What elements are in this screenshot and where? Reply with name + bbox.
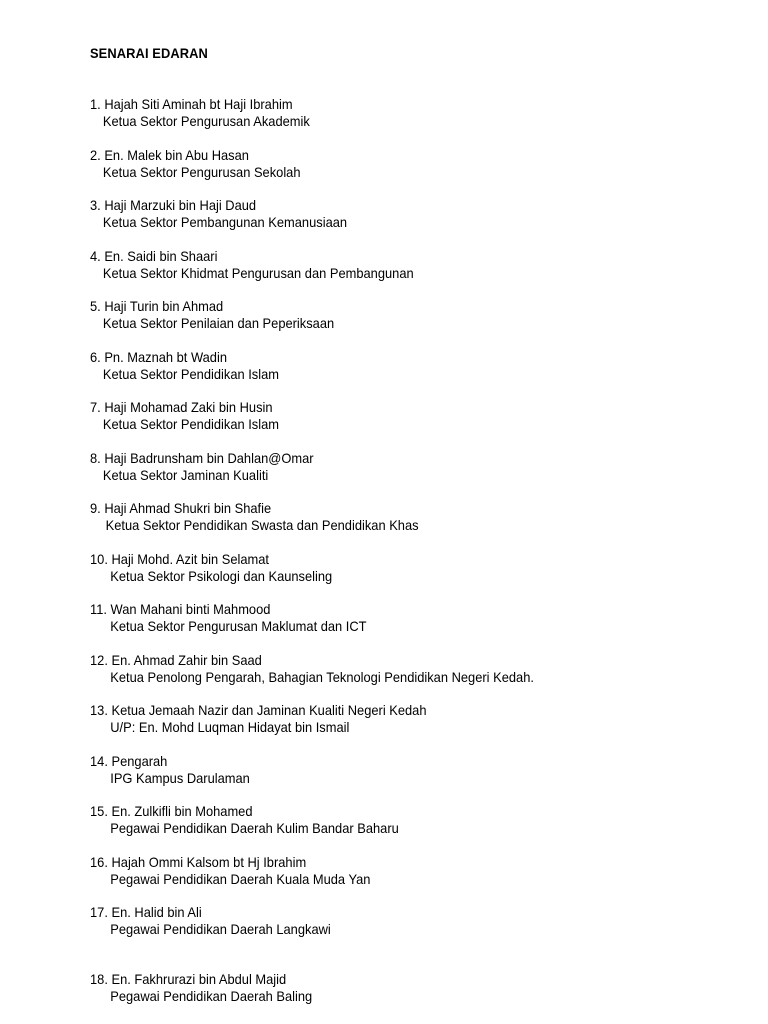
list-item: [90, 702, 427, 736]
entry-role: Ketua Sektor Jaminan Kualiti: [102, 467, 269, 483]
entry-name: 18. En. Fakhrurazi bin Abdul Majid: [90, 971, 287, 987]
entry-name: 7. Haji Mohamad Zaki bin Husin: [90, 399, 273, 415]
entry-role: Ketua Sektor Pengurusan Sekolah: [102, 164, 301, 180]
entry-name: 5. Haji Turin bin Ahmad: [90, 298, 224, 314]
list-item: [90, 500, 419, 534]
list-item: [90, 551, 332, 585]
entry-role: Ketua Sektor Pendidikan Swasta dan Pendidikan Khas: [105, 517, 419, 533]
entry-name: 12. En. Ahmad Zahir bin Saad: [90, 652, 262, 668]
entry-role: Ketua Sektor Khidmat Pengurusan dan Pembangunan: [102, 265, 414, 281]
entry-name: 11. Wan Mahani binti Mahmood: [90, 601, 271, 617]
entry-name: 13. Ketua Jemaah Nazir dan Jaminan Kualiti Negeri Kedah: [90, 702, 427, 718]
entry-name: 14. Pengarah: [90, 753, 168, 769]
entry-name: 15. En. Zulkifli bin Mohamed: [90, 803, 253, 819]
entry-role: Ketua Sektor Pendidikan Islam: [102, 416, 280, 432]
list-item: [90, 248, 414, 282]
entry-role: Ketua Sektor Pendidikan Islam: [102, 366, 280, 382]
list-item: [90, 652, 534, 686]
list-item: [90, 601, 367, 635]
list-item: [90, 349, 279, 383]
entry-role: Ketua Sektor Penilaian dan Peperiksaan: [102, 315, 335, 331]
list-item: [90, 753, 250, 787]
list-item: [90, 298, 334, 332]
list-item: [90, 399, 279, 433]
list-item: [90, 904, 331, 938]
entry-name: 17. En. Halid bin Ali: [90, 904, 202, 920]
list-item: [90, 971, 312, 1005]
entry-name: 4. En. Saidi bin Shaari: [90, 248, 218, 264]
entry-role: Ketua Penolong Pengarah, Bahagian Teknologi Pendidikan Negeri Kedah.: [110, 669, 534, 685]
entry-name: 10. Haji Mohd. Azit bin Selamat: [90, 551, 269, 567]
entry-name: 16. Hajah Ommi Kalsom bt Hj Ibrahim: [90, 854, 307, 870]
entry-role: Pegawai Pendidikan Daerah Kuala Muda Yan: [110, 871, 371, 887]
entry-role: Pegawai Pendidikan Daerah Langkawi: [110, 921, 331, 937]
list-item: [90, 96, 310, 130]
entry-role: U/P: En. Mohd Luqman Hidayat bin Ismail: [110, 719, 350, 735]
list-item: [90, 803, 399, 837]
entry-name: 1. Hajah Siti Aminah bt Haji Ibrahim: [90, 96, 293, 112]
entry-role: Pegawai Pendidikan Daerah Baling: [110, 988, 313, 1004]
entry-role: Pegawai Pendidikan Daerah Kulim Bandar Baharu: [110, 820, 399, 836]
list-item: [90, 854, 370, 888]
entry-name: 2. En. Malek bin Abu Hasan: [90, 147, 249, 163]
entry-role: Ketua Sektor Psikologi dan Kaunseling: [110, 568, 333, 584]
list-item: [90, 450, 314, 484]
list-item: [90, 197, 347, 231]
entry-name: 8. Haji Badrunsham bin Dahlan@Omar: [90, 450, 314, 466]
entry-role: IPG Kampus Darulaman: [110, 770, 250, 786]
entry-role: Ketua Sektor Pembangunan Kemanusiaan: [102, 214, 348, 230]
entry-role: Ketua Sektor Pengurusan Akademik: [102, 113, 310, 129]
document-title: SENARAI EDARAN: [90, 45, 208, 61]
entry-name: 9. Haji Ahmad Shukri bin Shafie: [90, 500, 272, 516]
entry-name: 3. Haji Marzuki bin Haji Daud: [90, 197, 257, 213]
list-item: [90, 147, 301, 181]
entry-name: 6. Pn. Maznah bt Wadin: [90, 349, 227, 365]
entry-role: Ketua Sektor Pengurusan Maklumat dan ICT: [110, 618, 367, 634]
